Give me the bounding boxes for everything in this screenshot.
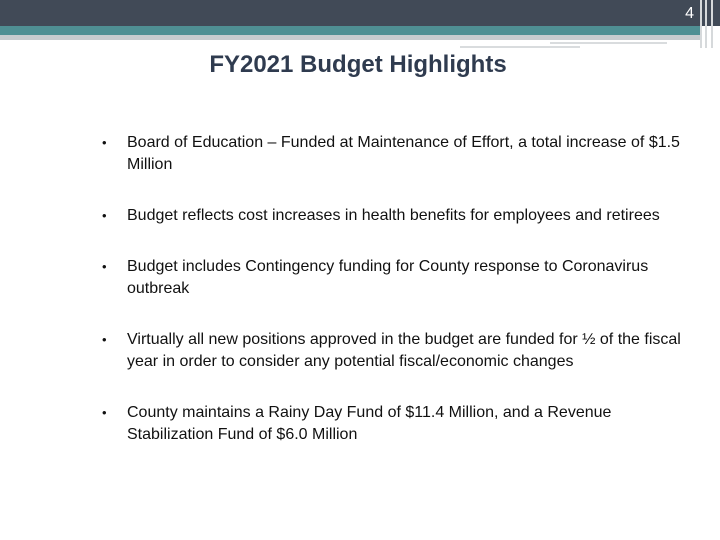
bullet-item — [100, 402, 700, 446]
bullet-text: Board of Education – Funded at Maintenance of Effort, a total increase of $1.5 Million — [127, 134, 680, 173]
bullet-text: County maintains a Rainy Day Fund of $11.4 Million, and a Revenue Stabilization Fund of $6.0 Million — [127, 404, 612, 443]
bullet-list — [100, 132, 700, 475]
bullet-icon: • — [102, 405, 107, 420]
page-number: 4 — [685, 5, 694, 22]
slide-title: FY2021 Budget Highlights — [209, 51, 507, 78]
bullet-text: Budget includes Contingency funding for County response to Coronavirus outbreak — [127, 258, 649, 297]
bullet-item — [100, 205, 700, 227]
bullet-icon: • — [102, 208, 107, 223]
bullet-item — [100, 132, 700, 176]
bullet-item — [100, 256, 700, 300]
decorative-vertical-line — [705, 0, 707, 48]
decorative-vertical-line — [700, 0, 702, 48]
bullet-icon: • — [102, 259, 107, 274]
bullet-icon: • — [102, 135, 107, 150]
bullet-text: Virtually all new positions approved in the budget are funded for ½ of the fiscal year in order to consider any potential fiscal/economic changes — [127, 331, 681, 370]
bullet-icon: • — [102, 332, 107, 347]
decorative-line — [460, 46, 580, 48]
bullet-item — [100, 329, 700, 373]
bullet-text: Budget reflects cost increases in health benefits for employees and retirees — [127, 207, 660, 224]
accent-band-light — [0, 35, 700, 40]
header-bar — [0, 0, 720, 26]
decorative-line — [550, 42, 667, 44]
accent-band — [0, 26, 700, 35]
decorative-vertical-line — [711, 0, 713, 48]
